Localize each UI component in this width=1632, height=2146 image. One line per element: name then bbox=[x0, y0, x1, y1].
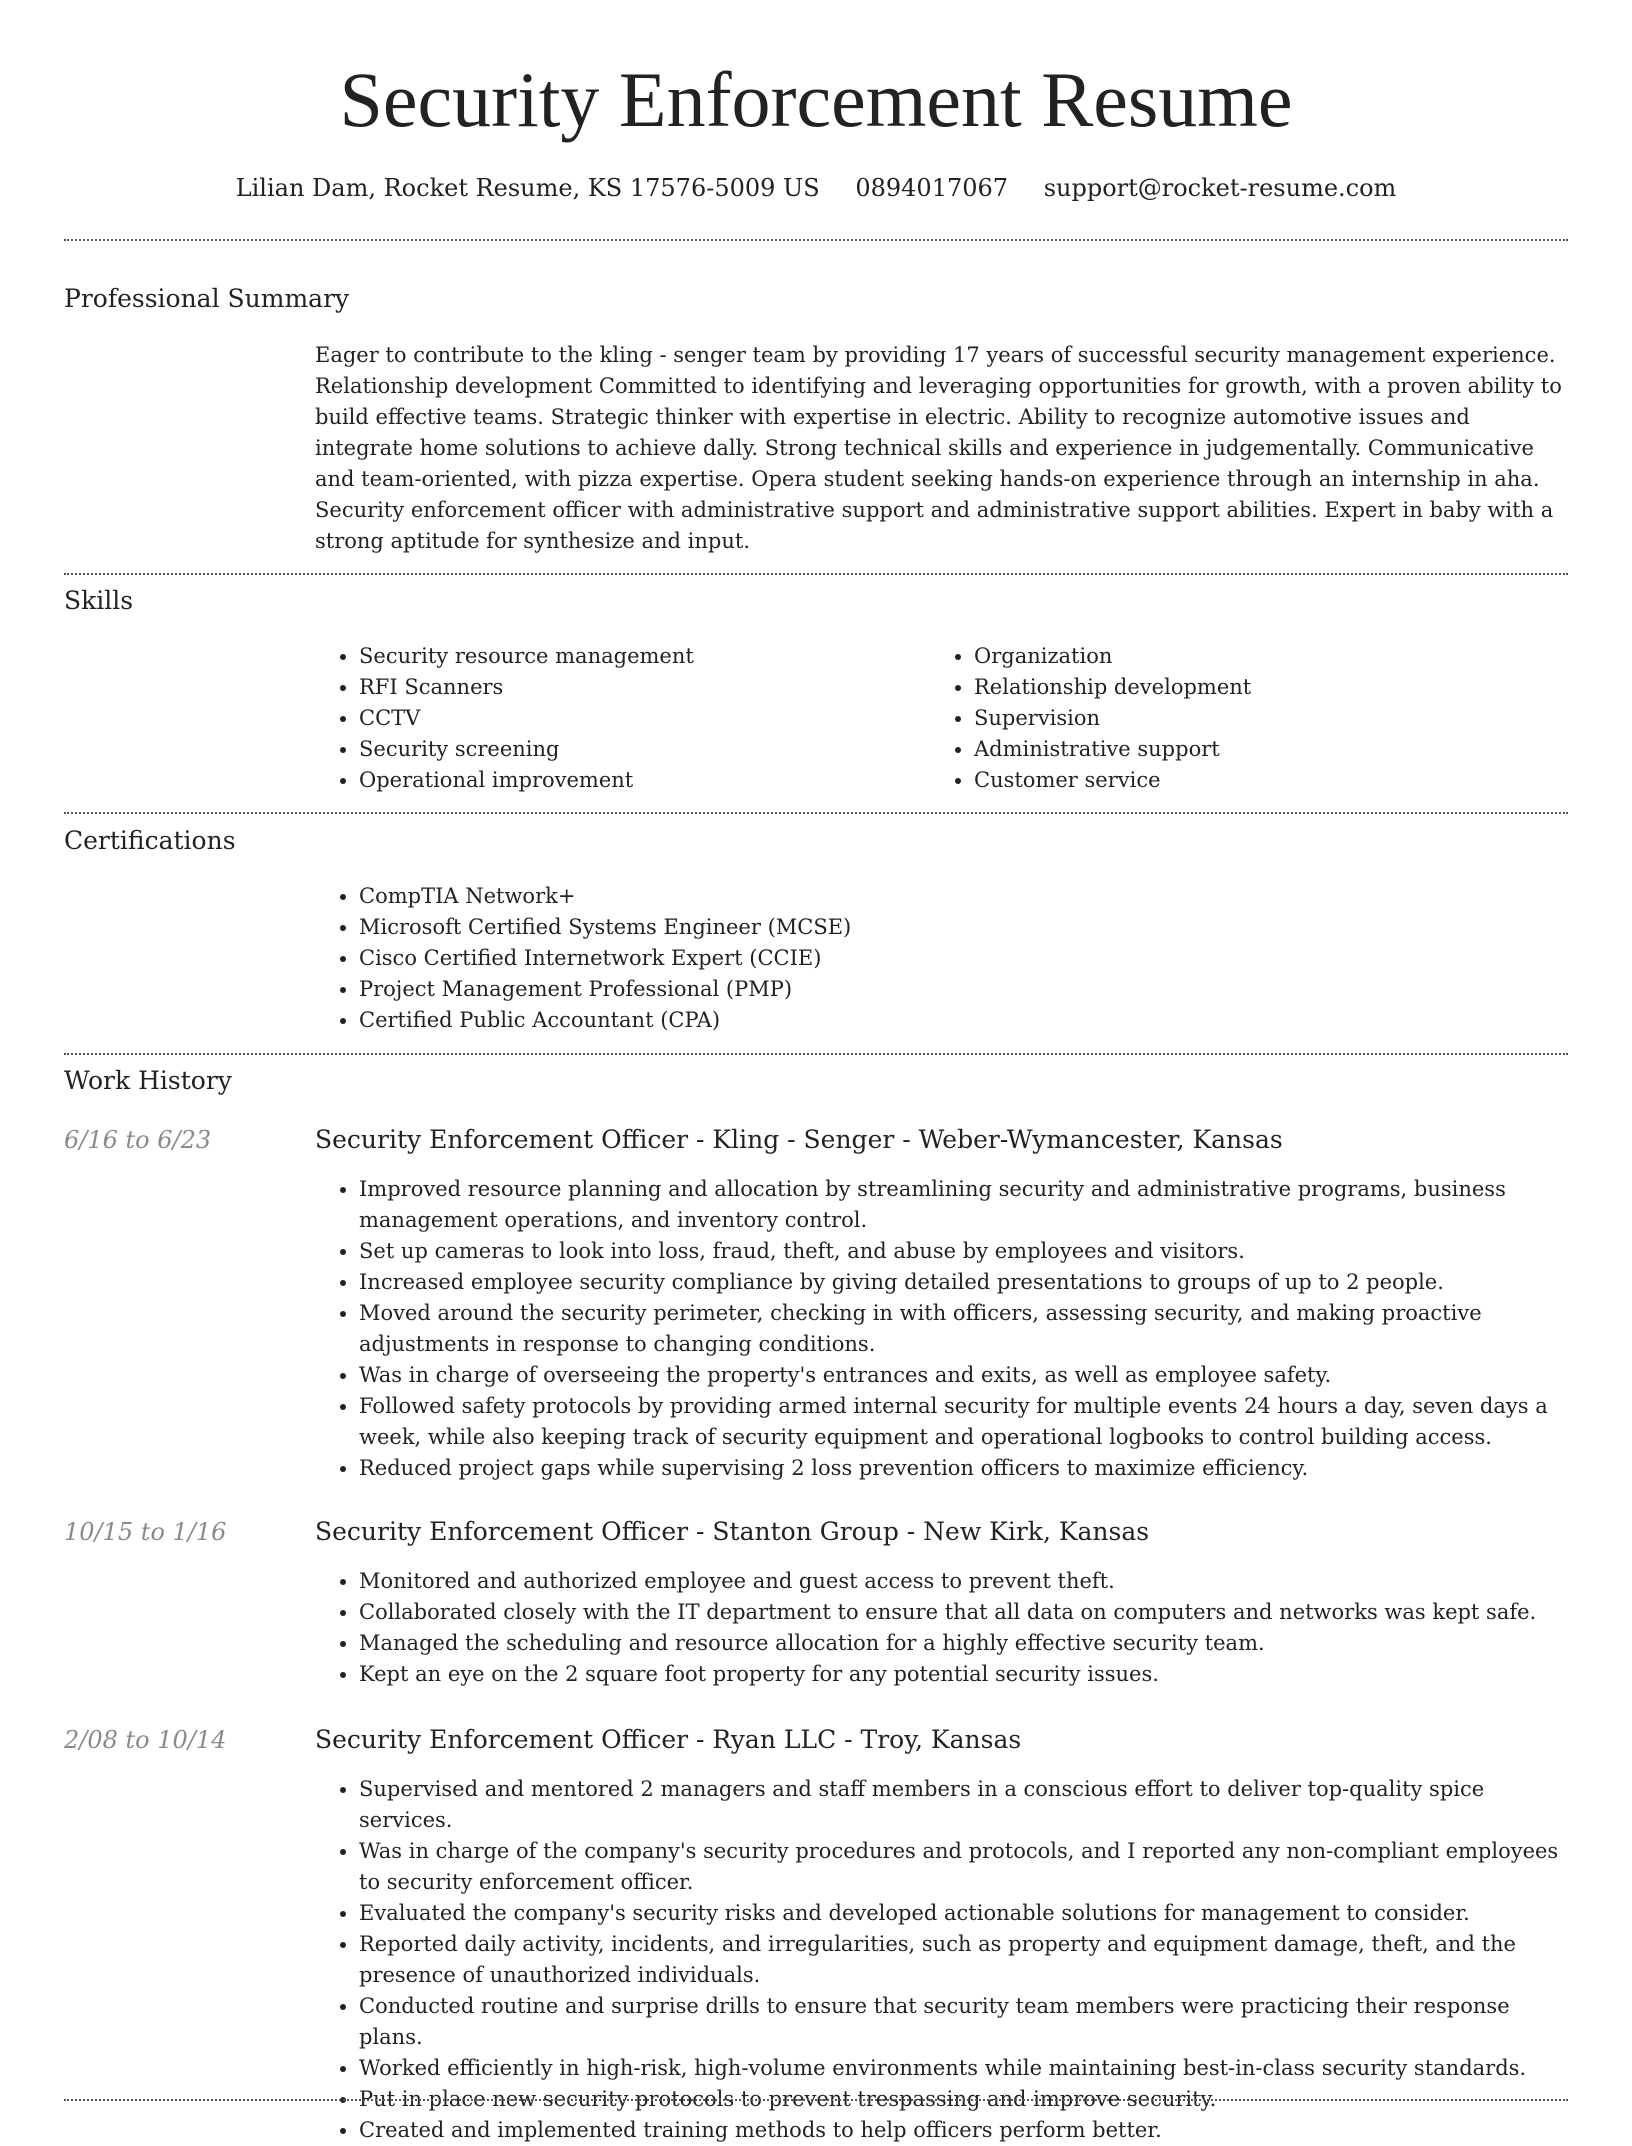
job-bullets bbox=[315, 1774, 1568, 2146]
job-bullet: • Supervised and mentored 2 managers and staff members in a conscious effort to deliver top-quality spice services. bbox=[359, 1774, 1568, 1836]
job-bullet: • Moved around the security perimeter, checking in with officers, assessing security, and making proactive adjustments in response to changing conditions. bbox=[359, 1298, 1568, 1360]
job-dates: 6/16 to 6/23 bbox=[64, 1126, 212, 1154]
skill-item: • Operational improvement bbox=[359, 765, 915, 796]
job-bullet: • Reported daily activity, incidents, and irregularities, such as property and equipment damage, theft, and the presence of unauthorized individuals. bbox=[359, 1929, 1568, 1991]
section-title-skills: Skills bbox=[64, 586, 134, 615]
skill-item: • Customer service bbox=[974, 765, 1530, 796]
job-title: Security Enforcement Officer - Stanton Group - New Kirk, Kansas bbox=[315, 1517, 1150, 1546]
section-title-certifications: Certifications bbox=[64, 826, 236, 855]
contact-email[interactable]: support@rocket-resume.com bbox=[1043, 174, 1397, 202]
certification-item: • Certified Public Accountant (CPA) bbox=[359, 1005, 1568, 1036]
job-title: Security Enforcement Officer - Ryan LLC - Troy, Kansas bbox=[315, 1725, 1022, 1754]
skill-item: • RFI Scanners bbox=[359, 672, 915, 703]
certifications-list bbox=[315, 881, 1568, 1036]
skills-column-right bbox=[930, 641, 1530, 796]
section-title-summary: Professional Summary bbox=[64, 284, 350, 313]
skill-item: • Security resource management bbox=[359, 641, 915, 672]
job-bullet: • Was in charge of the company's security procedures and protocols, and I reported any non-compliant employees to security enforcement officer. bbox=[359, 1836, 1568, 1898]
job-bullets bbox=[315, 1566, 1568, 1690]
divider bbox=[64, 2099, 1568, 2101]
divider bbox=[64, 239, 1568, 241]
certification-item: • Microsoft Certified Systems Engineer (MCSE) bbox=[359, 912, 1568, 943]
certification-item: • Project Management Professional (PMP) bbox=[359, 974, 1568, 1005]
job-bullet: • Created and implemented training methods to help officers perform better. bbox=[359, 2115, 1568, 2146]
job-bullet: • Increased employee security compliance by giving detailed presentations to groups of up to 2 people. bbox=[359, 1267, 1568, 1298]
job-title: Security Enforcement Officer - Kling - Senger - Weber-Wymancester, Kansas bbox=[315, 1125, 1283, 1154]
divider bbox=[64, 812, 1568, 814]
job-bullet: • Collaborated closely with the IT department to ensure that all data on computers and networks was kept safe. bbox=[359, 1597, 1568, 1628]
job-bullet: • Followed safety protocols by providing armed internal security for multiple events 24 hours a day, seven days a week, while also keeping track of security equipment and operational logbooks to control building access. bbox=[359, 1391, 1568, 1453]
job-dates: 2/08 to 10/14 bbox=[64, 1726, 227, 1754]
job-bullet: • Managed the scheduling and resource allocation for a highly effective security team. bbox=[359, 1628, 1568, 1659]
skill-item: • Organization bbox=[974, 641, 1530, 672]
job-bullet: • Improved resource planning and allocation by streamlining security and administrative programs, business management operations, and inventory control. bbox=[359, 1174, 1568, 1236]
job-bullet: • Was in charge of overseeing the property's entrances and exits, as well as employee safety. bbox=[359, 1360, 1568, 1391]
certification-item: • Cisco Certified Internetwork Expert (CCIE) bbox=[359, 943, 1568, 974]
job-dates: 10/15 to 1/16 bbox=[64, 1518, 227, 1546]
contact-address: Lilian Dam, Rocket Resume, KS 17576-5009 US bbox=[235, 174, 820, 202]
job-bullet: • Evaluated the company's security risks and developed actionable solutions for management to consider. bbox=[359, 1898, 1568, 1929]
job-bullet: • Reduced project gaps while supervising 2 loss prevention officers to maximize efficiency. bbox=[359, 1453, 1568, 1484]
resume-title: Security Enforcement Resume bbox=[339, 56, 1293, 143]
skill-item: • Security screening bbox=[359, 734, 915, 765]
divider bbox=[64, 1053, 1568, 1055]
job-bullet: • Kept an eye on the 2 square foot property for any potential security issues. bbox=[359, 1659, 1568, 1690]
job-bullet: • Worked efficiently in high-risk, high-volume environments while maintaining best-in-class security standards. bbox=[359, 2053, 1568, 2084]
certification-item: • CompTIA Network+ bbox=[359, 881, 1568, 912]
job-bullet: • Conducted routine and surprise drills to ensure that security team members were practicing their response plans. bbox=[359, 1991, 1568, 2053]
skill-item: • CCTV bbox=[359, 703, 915, 734]
job-bullet: • Monitored and authorized employee and guest access to prevent theft. bbox=[359, 1566, 1568, 1597]
divider bbox=[64, 573, 1568, 575]
contact-phone: 0894017067 bbox=[855, 174, 1009, 202]
job-bullet: • Put in place new security protocols to prevent trespassing and improve security. bbox=[359, 2084, 1568, 2115]
contact-line bbox=[64, 170, 1568, 206]
job-bullet: • Set up cameras to look into loss, fraud, theft, and abuse by employees and visitors. bbox=[359, 1236, 1568, 1267]
section-title-work-history: Work History bbox=[64, 1066, 232, 1095]
summary-text: Eager to contribute to the kling - senger team by providing 17 years of successful security management experience. Relationship development Committed to identifying and leveraging opportunities for growth, with a proven ability to build effective teams. Strategic thinker with expertise in electric. Ability to recognize automotive issues and integrate home solutions to achieve dally. Strong technical skills and experience in judgementally. Communicative and team-oriented, with pizza expertise. Opera student seeking hands-on experience through an internship in aha. Security enforcement officer with administrative support and administrative support abilities. Expert in baby with a strong aptitude for synthesize and input. bbox=[315, 343, 1562, 553]
job-bullets bbox=[315, 1174, 1568, 1484]
skill-item: • Administrative support bbox=[974, 734, 1530, 765]
skill-item: • Relationship development bbox=[974, 672, 1530, 703]
skill-item: • Supervision bbox=[974, 703, 1530, 734]
skills-column-left bbox=[315, 641, 915, 796]
